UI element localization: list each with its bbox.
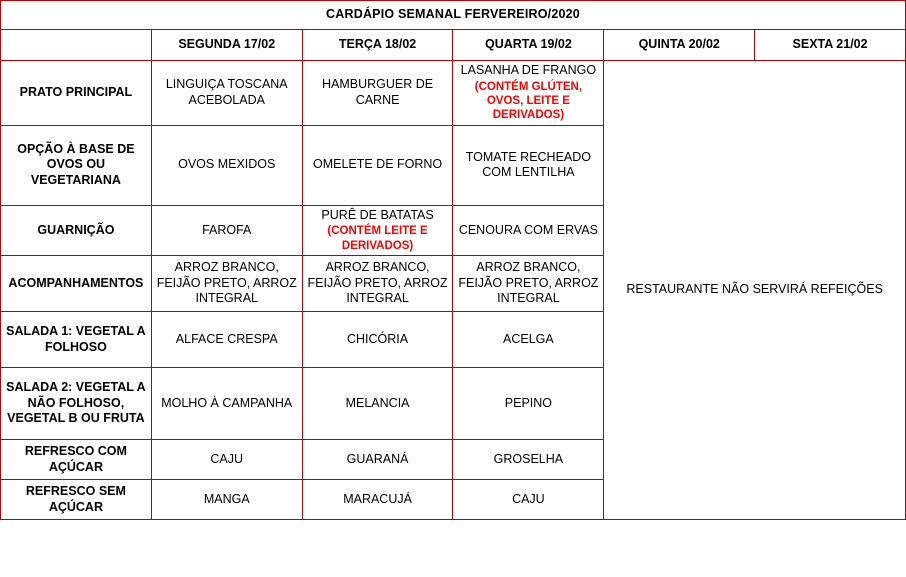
- cell-terca-text: PURÊ DE BATATAS: [321, 207, 434, 222]
- cell-segunda: FAROFA: [151, 205, 302, 255]
- cell-quarta: PEPINO: [453, 368, 604, 440]
- cell-quarta: ARROZ BRANCO, FEIJÃO PRETO, ARROZ INTEGRAL: [453, 256, 604, 312]
- row-label: REFRESCO COM AÇÚCAR: [1, 440, 152, 480]
- cell-segunda: OVOS MEXIDOS: [151, 125, 302, 205]
- cell-segunda: ARROZ BRANCO, FEIJÃO PRETO, ARROZ INTEGRAL: [151, 256, 302, 312]
- cell-terca: MARACUJÁ: [302, 480, 453, 520]
- allergen-alert: (CONTÉM LEITE E DERIVADOS): [327, 225, 428, 252]
- cell-terca: GUARANÁ: [302, 440, 453, 480]
- row-label: REFRESCO SEM AÇÚCAR: [1, 480, 152, 520]
- row-label: SALADA 1: VEGETAL A FOLHOSO: [1, 312, 152, 368]
- header-row: [1, 30, 906, 61]
- cell-terca: ARROZ BRANCO, FEIJÃO PRETO, ARROZ INTEGRAL: [302, 256, 453, 312]
- table-row: [1, 61, 906, 126]
- column-header-segunda: SEGUNDA 17/02: [151, 30, 302, 61]
- cell-quarta: CENOURA COM ERVAS: [453, 205, 604, 255]
- closed-notice-cell: RESTAURANTE NÃO SERVIRÁ REFEIÇÕES: [604, 61, 906, 520]
- column-header-quarta: QUARTA 19/02: [453, 30, 604, 61]
- allergen-alert: (CONTÉM GLÚTEN, OVOS, LEITE E DERIVADOS): [474, 80, 583, 122]
- cell-segunda: LINGUIÇA TOSCANA ACEBOLADA: [151, 61, 302, 126]
- row-label: GUARNIÇÃO: [1, 205, 152, 255]
- cell-segunda: MANGA: [151, 480, 302, 520]
- column-header-quinta: QUINTA 20/02: [604, 30, 755, 61]
- cell-quarta: TOMATE RECHEADO COM LENTILHA: [453, 125, 604, 205]
- page-title: CARDÁPIO SEMANAL FERVEREIRO/2020: [1, 1, 906, 30]
- cell-quarta-text: LASANHA DE FRANGO: [460, 63, 597, 77]
- column-header-sexta: SEXTA 21/02: [755, 30, 906, 61]
- column-header-terca: TERÇA 18/02: [302, 30, 453, 61]
- cell-terca: OMELETE DE FORNO: [302, 125, 453, 205]
- cell-terca: HAMBURGUER DE CARNE: [302, 61, 453, 126]
- title-row: [1, 1, 906, 30]
- cell-terca: [302, 205, 453, 255]
- cell-quarta: [453, 61, 604, 126]
- cell-quarta: CAJU: [453, 480, 604, 520]
- cell-quarta: ACELGA: [453, 312, 604, 368]
- table-corner-cell: [1, 30, 152, 61]
- cell-segunda: MOLHO À CAMPANHA: [151, 368, 302, 440]
- row-label: ACOMPANHAMENTOS: [1, 256, 152, 312]
- row-label: PRATO PRINCIPAL: [1, 61, 152, 126]
- row-label: SALADA 2: VEGETAL A NÃO FOLHOSO, VEGETAL B OU FRUTA: [1, 368, 152, 440]
- cell-quarta: GROSELHA: [453, 440, 604, 480]
- cell-segunda: ALFACE CRESPA: [151, 312, 302, 368]
- cell-terca: MELANCIA: [302, 368, 453, 440]
- row-label: OPÇÃO À BASE DE OVOS OU VEGETARIANA: [1, 125, 152, 205]
- cell-segunda: CAJU: [151, 440, 302, 480]
- cell-terca: CHICÓRIA: [302, 312, 453, 368]
